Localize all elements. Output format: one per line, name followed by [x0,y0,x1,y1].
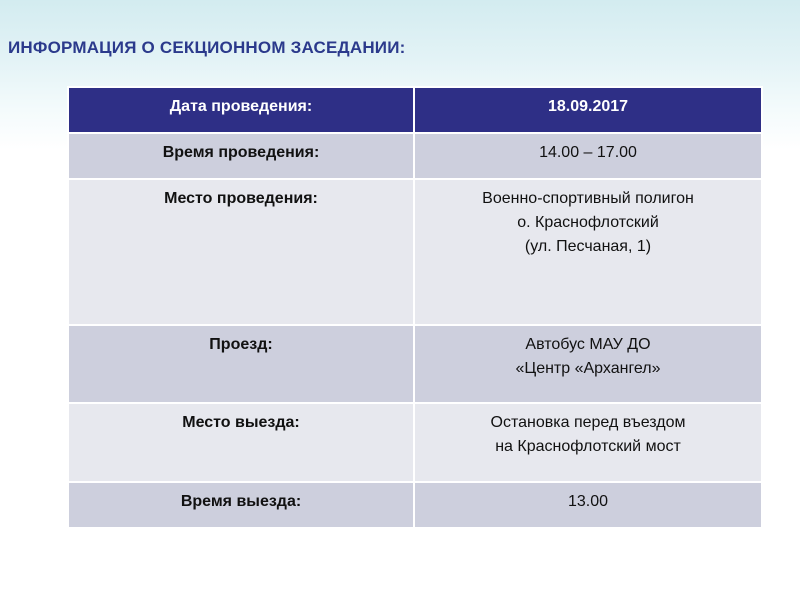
info-table [67,86,763,529]
value-line: «Центр «Архангел» [515,360,661,377]
row-value [414,179,762,325]
table-row-transport [68,325,762,403]
row-label: Дата проведения: [68,87,414,133]
row-value [414,403,762,482]
value-line: Автобус МАУ ДО [525,336,651,353]
value-line: о. Краснофлотский [517,214,659,231]
table-row-date [68,87,762,133]
value-line: на Краснофлотский мост [495,438,681,455]
value-line: 18.09.2017 [547,98,629,115]
value-line: 14.00 – 17.00 [539,144,637,161]
value-line: (ул. Песчаная, 1) [524,238,652,255]
row-value [414,87,762,133]
row-label: Проезд: [68,325,414,403]
value-line: Остановка перед въездом [490,414,686,431]
page-title: ИНФОРМАЦИЯ О СЕКЦИОННОМ ЗАСЕДАНИИ: [8,38,406,57]
table-row-place [68,179,762,325]
row-label: Время проведения: [68,133,414,179]
row-label: Время выезда: [68,482,414,528]
table-row-time [68,133,762,179]
row-value [414,325,762,403]
value-line: Военно-спортивный полигон [482,190,694,207]
table-row-departure-place [68,403,762,482]
row-label: Место выезда: [68,403,414,482]
table-row-departure-time [68,482,762,528]
value-line: 13.00 [567,493,609,510]
row-value [414,482,762,528]
row-label: Место проведения: [68,179,414,325]
row-value [414,133,762,179]
